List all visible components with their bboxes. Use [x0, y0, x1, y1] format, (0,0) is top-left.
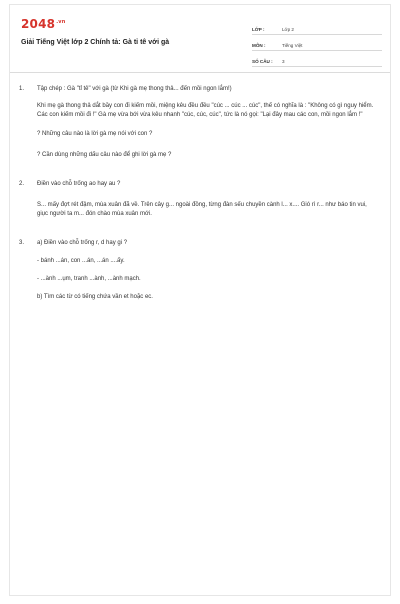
sub-question: ? Những câu nào là lời gà mẹ nói với con ? [37, 131, 153, 137]
question-body [37, 85, 375, 166]
exercise-line: - ...ành ...ụm, tranh ...ành, ...ành mạch. [37, 276, 141, 282]
question-body [37, 239, 375, 308]
document-page [9, 4, 391, 596]
question-text: Tập chép : Gà "tỉ tê" với gà (từ Khi gà mẹ thong thả... đến mồi ngon lắm!) [37, 86, 232, 92]
meta-label: LỚP : [252, 27, 265, 32]
header-divider [10, 72, 390, 73]
meta-row-count [252, 51, 382, 67]
meta-row-grade [252, 19, 382, 35]
question-number: 3. [19, 240, 25, 246]
question-number: 2. [19, 181, 25, 187]
document-header [10, 5, 390, 73]
logo-text: 2048 [21, 17, 56, 31]
question-body [37, 180, 375, 225]
exercise-line: - bánh ...án, con ...án, ...án ....ấy. [37, 258, 125, 264]
meta-info [252, 19, 382, 67]
sub-question: ? Cần dùng những dấu câu nào để ghi lời gà mẹ ? [37, 152, 172, 158]
question-number: 1. [19, 86, 25, 92]
question-2 [19, 180, 375, 225]
logo-tld: .vn [56, 19, 66, 25]
meta-label: MÔN : [252, 43, 266, 48]
question-1 [19, 85, 375, 166]
document-title: Giải Tiếng Việt lớp 2 Chính tả: Gà tỉ tê với gà [21, 39, 170, 46]
passage-text: S... mấy đợt rét đậm, mùa xuân đã về. Trên cây g... ngoài đồng, từng đàn sếu chuyền cành l... x.... Gió rì r... như báo tin vui, giục người ta m... đón chào mùa xuân mới. [37, 202, 367, 217]
meta-value: Tiếng Việt [282, 43, 303, 48]
question-text: b) Tìm các từ có tiếng chứa vần et hoặc ec. [37, 294, 153, 300]
passage-text: Khi mẹ gà thong thả dắt bầy con đi kiếm mồi, miệng kêu đều đều "cúc ... cúc ... cúc", thế có nghĩa là : "Không có gì nguy hiểm. Các con kiếm mồi đi !" Gà mẹ vừa bới vừa kêu nhanh "cúc, cúc, cúc", tức là nó gọi: "Lại đây mau các con, mồi ngon lắm !" [37, 103, 374, 118]
site-logo[interactable] [21, 17, 66, 31]
question-text: Điền vào chỗ trống ao hay au ? [37, 181, 121, 187]
question-3 [19, 239, 375, 308]
meta-row-subject [252, 35, 382, 51]
meta-label: SỐ CÂU : [252, 59, 273, 64]
meta-value: 3 [282, 59, 285, 64]
question-text: a) Điền vào chỗ trống r, d hay gi ? [37, 240, 128, 246]
questions-content [19, 85, 375, 308]
meta-value: Lớp 2 [282, 27, 294, 32]
